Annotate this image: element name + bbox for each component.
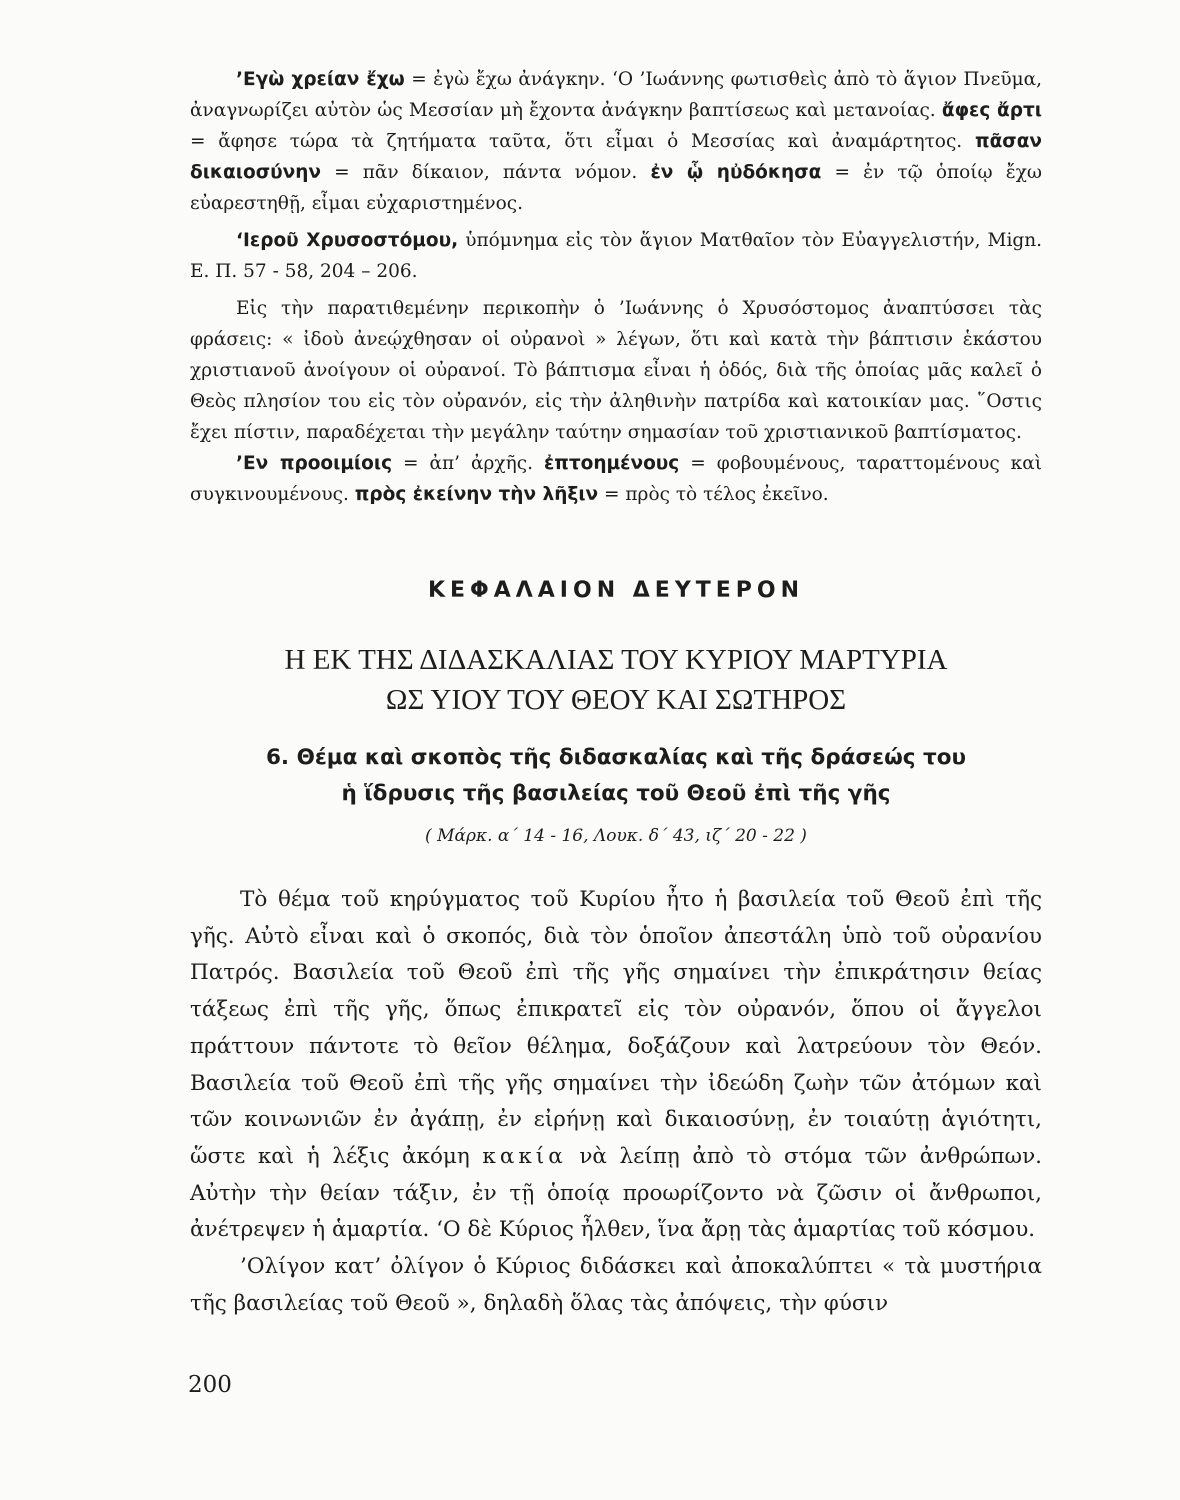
body-paragraph-2: ’Ολίγον κατ’ ὀλίγον ὁ Κύριος διδάσκει καὶ ἀποκαλύπτει « τὰ μυστήρια τῆς βασιλείας τοῦ Θεοῦ », δηλαδὴ ὅλας τὰς ἀπόψεις, τὴν φύσιν — [190, 1254, 1042, 1316]
chapter-heading: ΚΕΦΑΛΑΙΟΝ ΔΕΥΤΕΡΟΝ — [427, 578, 805, 603]
main-text — [190, 882, 1042, 1322]
gloss: = ἀπ’ ἀρχῆς. — [392, 453, 544, 474]
page-number: 200 — [188, 1372, 232, 1398]
gloss: = ἐγὼ ἔχω ἀνάγκην. ‘Ο ’Ιωάννης φωτισθεὶς ἀπὸ τὸ ἅγιον Πνεῦμα, ἀναγνωρίζει αὐτὸν ὡς Μεσσίαν μὴ ἔχοντα ἀνάγκην βαπτίσεως καὶ μετανοίας. — [190, 69, 1042, 121]
lemma: πρὸς ἐκείνην τὴν λῆξιν — [354, 484, 599, 505]
section-heading-line-2: ἡ ἵδρυσις τῆς βασιλείας τοῦ Θεοῦ ἐπὶ τῆς γῆς — [341, 781, 891, 806]
lemma: ἄφες ἄρτι — [941, 100, 1042, 121]
note-paragraph-4 — [190, 448, 1042, 510]
chapter-title — [190, 640, 1042, 720]
body-text: νὰ λείπῃ ἀπὸ τὸ στόμα τῶν ἀνθρώπων. Αὐτὴν τὴν θείαν τάξιν, ἐν τῇ ὁποίᾳ προωρίζοντο νὰ ζῶσιν οἱ ἄνθρωποι, ἀνέτρεψεν ἡ ἁμαρτία. ‘Ο δὲ Κύριος ἦλθεν, ἵνα ἄρῃ τὰς ἁμαρτίας τοῦ κόσμου. — [190, 1143, 1042, 1243]
note-paragraph-2 — [190, 225, 1042, 287]
body-text: Τὸ θέμα τοῦ κηρύγματος τοῦ Κυρίου ἦτο ἡ βασιλεία τοῦ Θεοῦ ἐπὶ τῆς γῆς. Αὐτὸ εἶναι καὶ ὁ σκοπός, διὰ τὸν ὁποῖον ἀπεστάλη ὑπὸ τοῦ οὐρανίου Πατρός. Βασιλεία τοῦ Θεοῦ ἐπὶ τῆς γῆς σημαίνει τὴν ἐπικράτησιν θείας τάξεως ἐπὶ τῆς γῆς, ὅπως ἐπικρατεῖ εἰς τὸν οὐρανόν, ὅπου οἱ ἄγγελοι πράττουν πάντοτε τὸ θεῖον θέλημα, δοξάζουν καὶ λατρεύουν τὸν Θεόν. Βασιλεία τοῦ Θεοῦ ἐπὶ τῆς γῆς σημαίνει τὴν ἰδεώδη ζωὴν τῶν ἀτόμων καὶ τῶν κοινωνιῶν ἐν ἀγάπῃ, ἐν εἰρήνῃ καὶ δικαιοσύνῃ, ἐν τοιαύτῃ ἁγιότητι, ὥστε καὶ ἡ λέξις ἀκόμη — [190, 887, 1042, 1169]
chapter-title-line-1: Η ΕΚ ΤΗΣ ΔΙΔΑΣΚΑΛΙΑΣ ΤΟΥ ΚΥΡΙΟΥ ΜΑΡΤΥΡΙΑ — [284, 644, 948, 676]
gloss: = πᾶν δίκαιον, πάντα νόμον. — [320, 162, 651, 183]
gloss: = πρὸς τὸ τέλος ἐκεῖνο. — [598, 484, 829, 505]
commentary-notes — [190, 64, 1042, 510]
section-heading — [190, 740, 1042, 812]
lemma: ἐπτοημένους — [543, 453, 680, 474]
chapter-title-line-2: ΩΣ ΥΙΟΥ ΤΟΥ ΘΕΟΥ ΚΑΙ ΣΩΤΗΡΟΣ — [385, 684, 847, 716]
lemma: ’Εγὼ χρείαν ἔχω — [236, 69, 405, 90]
lemma: ἐν ᾧ ηὐδόκησα — [650, 162, 822, 183]
note-paragraph-3: Εἰς τὴν παρατιθεμένην περικοπὴν ὁ ’Ιωάννης ὁ Χρυσόστομος ἀναπτύσσει τὰς φράσεις: « ἰδοὺ ἀνεῴχθησαν οἱ οὐρανοὶ » λέγων, ὅτι καὶ κατὰ τὴν βάπτισιν ἑκάστου χριστιανοῦ ἀνοίγουν οἱ οὐρανοί. Τὸ βάπτισμα εἶναι ἡ ὁδός, διὰ τῆς ὁποίας μᾶς καλεῖ ὁ Θεὸς πλησίον του εἰς τὸν οὐρανόν, εἰς τὴν ἀληθινὴν πατρίδα καὶ κατοικίαν μας. ῞Οστις ἔχει πίστιν, παραδέχεται τὴν μεγάλην ταύτην σημασίαν τοῦ χριστιανικοῦ βαπτίσματος. — [190, 298, 1042, 443]
gloss: = ἄφησε τώρα τὰ ζητήματα ταῦτα, ὅτι εἶμαι ὁ Μεσσίας καὶ ἀναμάρτητος. — [190, 131, 975, 152]
note-paragraph-1 — [190, 64, 1042, 219]
author-name: ‘Ιεροῦ Χρυσοστόμου, — [236, 230, 459, 251]
section-heading-line-1: 6. Θέμα καὶ σκοπὸς τῆς διδασκαλίας καὶ τῆς δράσεώς του — [265, 745, 967, 770]
citation: ὑπόμνημα εἰς τὸν ἅγιον Ματθαῖον τὸν Εὐαγγελιστήν, Mign. E. Π. 57 - 58, 204 – 206. — [190, 230, 1043, 282]
gloss: = φοβουμένους, ταραττομένους καὶ συγκινουμένους. — [190, 453, 1042, 505]
lemma: πᾶσαν δικαιοσύνην — [190, 131, 1042, 183]
body-paragraph-1 — [190, 882, 1042, 1249]
emphasized-word: κακία — [482, 1143, 567, 1169]
gloss: = ἐν τῷ ὁποίῳ ἔχω εὐαρεστηθῇ, εἶμαι εὐχαριστημένος. — [190, 162, 1042, 214]
scripture-reference: ( Μάρκ. α΄ 14 - 16, Λουκ. δ΄ 43, ιζ΄ 20 - 22 ) — [425, 826, 807, 846]
lemma: ’Εν προοιμίοις — [236, 453, 393, 474]
